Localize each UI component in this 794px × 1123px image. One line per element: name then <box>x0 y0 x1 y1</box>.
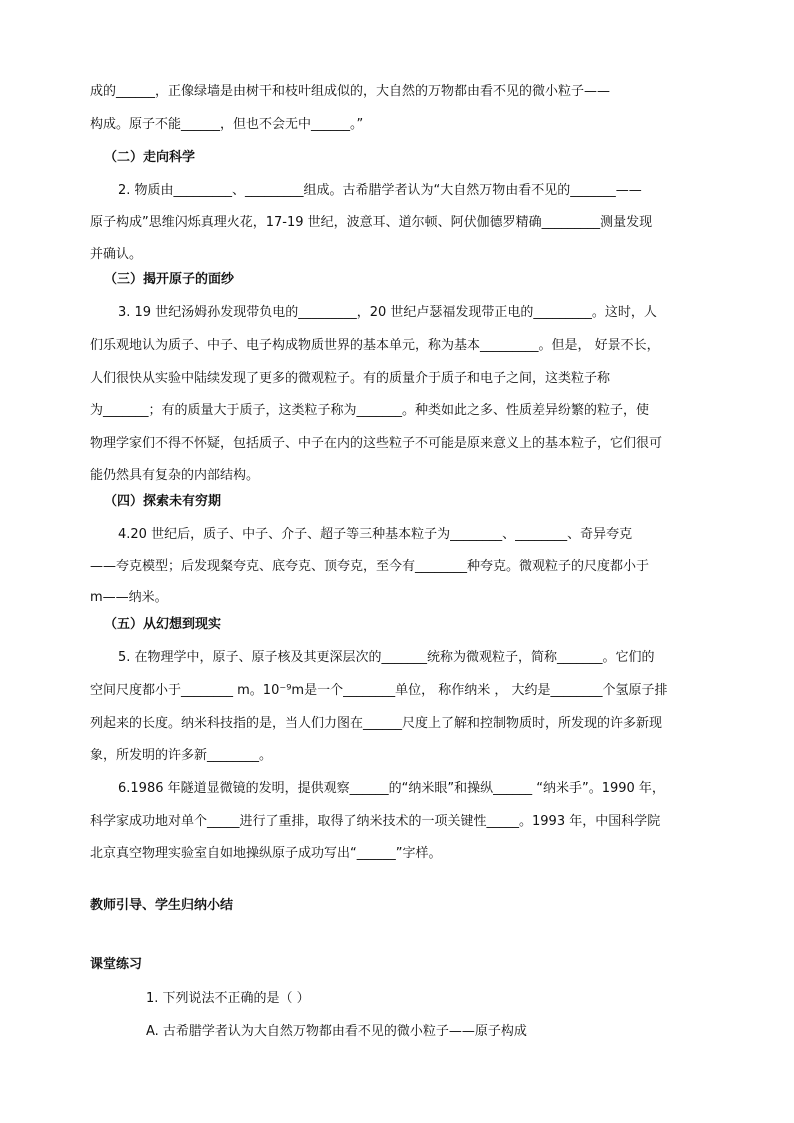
section-heading: （三）揭开原子的面纱 <box>104 272 235 287</box>
section-heading: （二）走向科学 <box>104 150 196 165</box>
text-line: 6.1986 年隧道显微镜的发明，提供观察______的“纳米眼”和操纵______ “纳米手”。1990 年， <box>118 781 665 796</box>
text-line: 并确认。 <box>90 247 143 262</box>
text-line: 北京真空物理实验室自如地操纵原子成功写出“______”字样。 <box>90 846 442 861</box>
text-line: 们乐观地认为质子、中子、电子构成物质世界的基本单元，称为基本_________。但是， 好景不长， <box>90 338 660 353</box>
text-line: 空间尺度都小于________ m。10⁻⁹m是一个________单位， 称作纳米 ， 大约是________个氢原子排 <box>90 683 668 698</box>
text-line: m——纳米。 <box>90 590 168 605</box>
text-line: 物理学家们不得不怀疑，包括质子、中子在内的这些粒子不可能是原来意义上的基本粒子，它们很可 <box>90 436 663 451</box>
text-line: 象，所发明的许多新________。 <box>90 748 273 763</box>
summary-heading: 教师引导、学生归纳小结 <box>90 898 234 913</box>
text-line: 科学家成功地对单个_____进行了重排，取得了纳米技术的一项关键性_____。1993 年，中国科学院 <box>90 814 661 829</box>
text-line: 原子构成”思维闪烁真理火花，17-19 世纪，波意耳、道尔顿、阿伏伽德罗精确_________测量发现 <box>90 215 653 230</box>
text-line: 3. 19 世纪汤姆孙发现带负电的_________，20 世纪卢瑟福发现带正电的_________。这时，人 <box>118 305 657 320</box>
text-line: ——夸克模型；后发现粲夸克、底夸克、顶夸克，至今有________种夸克。微观粒子的尺度都小于 <box>90 559 650 574</box>
text-line: 构成。原子不能______，但也不会无中______。” <box>90 117 364 132</box>
answer-option-a: A. 古希腊学者认为大自然万物都由看不见的微小粒子——原子构成 <box>146 1024 527 1039</box>
text-line: 成的______，正像绿墙是由树干和枝叶组成似的，大自然的万物都由看不见的微小粒子—— <box>90 84 611 99</box>
text-line: 2. 物质由_________、_________组成。古希腊学者认为“大自然万物由看不见的_______—— <box>118 183 642 198</box>
exercise-heading: 课堂练习 <box>90 957 143 972</box>
text-line: 5. 在物理学中，原子、原子核及其更深层次的_______统称为微观粒子，简称_______。它们的 <box>118 650 655 665</box>
section-heading: （四）探索未有穷期 <box>104 494 222 509</box>
question-text: 1. 下列说法不正确的是（ ） <box>146 991 310 1006</box>
text-line: 人们很快从实验中陆续发现了更多的微观粒子。有的质量介于质子和电子之间，这类粒子称 <box>90 371 611 386</box>
text-line: 列起来的长度。纳米科技指的是，当人们力图在______尺度上了解和控制物质时，所发现的许多新现 <box>90 716 663 731</box>
text-line: 能仍然具有复杂的内部结构。 <box>90 468 260 483</box>
section-heading: （五）从幻想到现实 <box>104 617 222 632</box>
text-line: 为_______；有的质量大于质子，这类粒子称为_______。种类如此之多、性质差异纷繁的粒子，使 <box>90 403 650 418</box>
text-line: 4.20 世纪后，质子、中子、介子、超子等三种基本粒子为________、________、奇异夸克 <box>118 527 633 542</box>
